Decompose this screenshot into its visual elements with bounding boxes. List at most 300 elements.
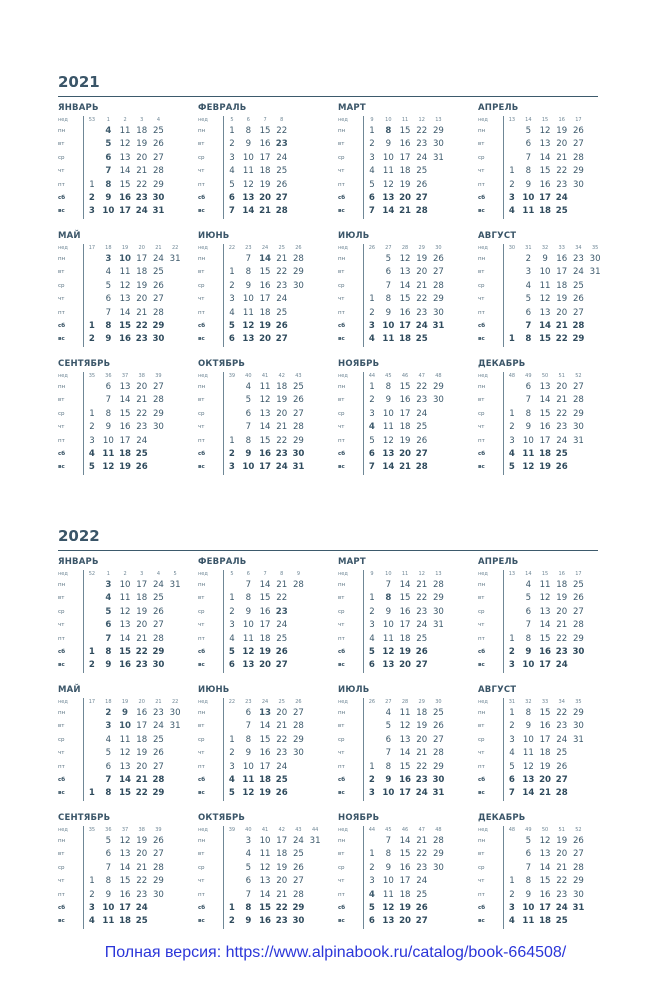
day-cell: 30 bbox=[152, 889, 164, 900]
day-cell: 29 bbox=[572, 633, 584, 644]
weekday-row bbox=[478, 435, 604, 448]
week-number: 48 bbox=[508, 373, 516, 379]
day-cell: 20 bbox=[136, 849, 148, 860]
weekday-row bbox=[338, 320, 464, 333]
day-cell bbox=[447, 633, 464, 646]
day-cell: 11 bbox=[522, 916, 535, 927]
day-cell: 24 bbox=[416, 152, 428, 163]
day-cell: 22 bbox=[276, 734, 288, 745]
weekday-label: пн bbox=[338, 835, 363, 848]
day-cell: 15 bbox=[119, 179, 131, 190]
day-cell bbox=[430, 875, 447, 888]
day-cell: 3 bbox=[368, 788, 375, 799]
day-cell: 14 bbox=[119, 395, 131, 406]
weekday-row bbox=[58, 633, 184, 646]
day-cell: 11 bbox=[522, 748, 534, 759]
weekday-label: пт bbox=[338, 435, 363, 448]
day-cell bbox=[447, 394, 464, 407]
weekday-row bbox=[338, 619, 464, 632]
day-cell: 15 bbox=[399, 382, 411, 392]
day-cell: 29 bbox=[572, 408, 584, 419]
day-cell: 12 bbox=[522, 761, 534, 772]
weekday-label: пт bbox=[338, 889, 363, 902]
day-cell: 22 bbox=[556, 633, 568, 644]
day-cell: 23 bbox=[416, 606, 428, 617]
day-cell bbox=[430, 421, 447, 434]
week-number bbox=[587, 698, 604, 707]
day-cell bbox=[167, 333, 184, 346]
day-cell: 16 bbox=[399, 395, 411, 406]
weekday-row bbox=[58, 915, 184, 928]
day-cell: 7 bbox=[105, 307, 112, 318]
weekday-row bbox=[478, 720, 604, 733]
weekday-row bbox=[198, 461, 324, 474]
weekday-row bbox=[478, 152, 604, 165]
weekday-row bbox=[338, 293, 464, 306]
week-number: 46 bbox=[401, 827, 409, 833]
month-table bbox=[58, 116, 184, 219]
weekday-row bbox=[338, 720, 464, 733]
week-number: 25 bbox=[278, 699, 285, 705]
day-cell: 18 bbox=[276, 849, 288, 860]
week-number bbox=[447, 570, 464, 579]
week-label: нед bbox=[58, 116, 83, 125]
weekday-row bbox=[198, 408, 324, 421]
day-cell: 24 bbox=[416, 876, 428, 887]
day-cell: 30 bbox=[572, 422, 584, 433]
day-cell: 7 bbox=[105, 395, 112, 406]
week-numbers-row bbox=[58, 826, 184, 835]
day-cell: 11 bbox=[119, 126, 131, 136]
week-label: нед bbox=[58, 244, 83, 253]
week-label: нед bbox=[58, 698, 83, 707]
weekday-label: чт bbox=[198, 421, 223, 434]
day-cell: 18 bbox=[539, 916, 552, 927]
day-cell: 18 bbox=[259, 633, 271, 644]
day-cell: 19 bbox=[399, 647, 412, 658]
day-cell: 29 bbox=[432, 593, 444, 604]
day-cell: 15 bbox=[119, 876, 131, 887]
week-number: 35 bbox=[88, 373, 96, 379]
day-cell: 14 bbox=[119, 862, 131, 873]
day-cell: 3 bbox=[369, 876, 375, 887]
weekday-label: ср bbox=[338, 734, 363, 747]
day-cell: 27 bbox=[152, 382, 164, 392]
weekday-row bbox=[198, 848, 324, 861]
day-cell: 1 bbox=[89, 408, 95, 419]
week-numbers-row bbox=[198, 698, 324, 707]
day-cell: 18 bbox=[399, 889, 411, 900]
week-number bbox=[307, 372, 324, 381]
weekday-label: чт bbox=[338, 421, 363, 434]
weekday-row bbox=[338, 659, 464, 672]
day-cell: 7 bbox=[525, 395, 532, 406]
day-cell: 8 bbox=[245, 903, 252, 914]
week-number bbox=[447, 116, 464, 125]
weekday-row bbox=[198, 421, 324, 434]
week-number bbox=[447, 372, 464, 381]
day-cell bbox=[83, 606, 100, 619]
day-cell bbox=[430, 633, 447, 646]
day-cell bbox=[447, 179, 464, 192]
week-number: 39 bbox=[228, 373, 236, 379]
day-cell: 29 bbox=[152, 647, 165, 658]
day-cell: 27 bbox=[152, 152, 164, 163]
day-cell: 5 bbox=[245, 395, 252, 406]
day-cell: 14 bbox=[259, 254, 272, 264]
weekday-row bbox=[338, 875, 464, 888]
day-cell: 16 bbox=[399, 307, 411, 318]
day-cell: 13 bbox=[539, 382, 551, 392]
day-cell: 17 bbox=[259, 462, 272, 473]
day-cell: 7 bbox=[525, 152, 532, 163]
week-number: 2 bbox=[123, 571, 127, 577]
weekday-label: вс bbox=[478, 461, 503, 474]
day-cell: 6 bbox=[525, 307, 532, 318]
week-number: 42 bbox=[278, 827, 285, 833]
day-cell: 27 bbox=[555, 775, 568, 786]
day-cell bbox=[503, 293, 520, 306]
day-cell: 16 bbox=[539, 179, 551, 190]
weekday-row bbox=[198, 707, 324, 720]
week-number: 5 bbox=[230, 571, 234, 577]
day-cell: 4 bbox=[368, 334, 375, 345]
day-cell: 23 bbox=[416, 862, 428, 873]
day-cell: 12 bbox=[539, 836, 551, 846]
week-label: нед bbox=[58, 570, 83, 579]
day-cell bbox=[587, 461, 604, 474]
weekday-label: сб bbox=[338, 320, 363, 333]
day-cell: 9 bbox=[525, 647, 532, 658]
weekday-label: чт bbox=[58, 293, 83, 306]
day-cell bbox=[503, 280, 520, 293]
day-cell: 2 bbox=[525, 254, 532, 264]
day-cell: 27 bbox=[152, 294, 164, 305]
week-number: 6 bbox=[246, 117, 250, 123]
day-cell: 3 bbox=[368, 321, 375, 332]
weekday-label: вс bbox=[198, 205, 223, 218]
weekday-label: вс bbox=[478, 333, 503, 346]
week-number: 14 bbox=[525, 117, 532, 123]
weekday-label: сб bbox=[478, 192, 503, 205]
weekday-row bbox=[58, 619, 184, 632]
year-title: 2021 bbox=[58, 73, 100, 91]
weekday-row bbox=[198, 579, 324, 592]
day-cell: 12 bbox=[119, 139, 131, 150]
day-cell: 18 bbox=[136, 267, 148, 278]
week-label: нед bbox=[338, 116, 363, 125]
day-cell: 3 bbox=[508, 193, 515, 204]
day-cell: 30 bbox=[292, 916, 305, 927]
day-cell bbox=[223, 408, 240, 421]
weekday-row bbox=[58, 253, 184, 266]
day-cell: 20 bbox=[416, 267, 428, 278]
day-cell bbox=[290, 774, 307, 787]
weekday-label: сб bbox=[338, 646, 363, 659]
week-number: 52 bbox=[575, 827, 582, 833]
day-cell bbox=[587, 747, 604, 760]
weekday-row bbox=[478, 902, 604, 915]
day-cell: 19 bbox=[259, 647, 272, 658]
weekday-row bbox=[478, 448, 604, 461]
day-cell: 24 bbox=[556, 435, 568, 446]
weekday-label: вс bbox=[338, 915, 363, 928]
day-cell: 21 bbox=[416, 748, 428, 759]
day-cell: 26 bbox=[415, 903, 428, 914]
week-label: нед bbox=[338, 570, 363, 579]
day-cell: 17 bbox=[259, 761, 271, 772]
day-cell bbox=[167, 280, 184, 293]
day-cell bbox=[167, 307, 184, 320]
day-cell: 6 bbox=[105, 849, 112, 860]
day-cell: 27 bbox=[292, 876, 304, 887]
day-cell: 11 bbox=[242, 307, 254, 318]
day-cell: 31 bbox=[572, 903, 585, 914]
day-cell: 20 bbox=[416, 734, 428, 745]
day-cell: 6 bbox=[368, 916, 375, 927]
day-cell: 4 bbox=[508, 449, 515, 460]
day-cell: 19 bbox=[399, 903, 412, 914]
day-cell bbox=[150, 435, 167, 448]
week-label: нед bbox=[198, 570, 223, 579]
day-cell: 5 bbox=[105, 280, 112, 291]
day-cell: 5 bbox=[368, 647, 375, 658]
weekday-row bbox=[198, 619, 324, 632]
week-number bbox=[167, 826, 184, 835]
day-cell: 10 bbox=[242, 294, 254, 305]
day-cell: 24 bbox=[415, 788, 428, 799]
day-cell bbox=[307, 192, 324, 205]
week-number: 9 bbox=[370, 117, 374, 123]
day-cell: 17 bbox=[399, 876, 411, 887]
month-name: МАРТ bbox=[338, 557, 366, 567]
weekday-label: вс bbox=[338, 787, 363, 800]
weekday-label: пн bbox=[198, 707, 223, 720]
day-cell: 31 bbox=[432, 788, 445, 799]
week-numbers-row bbox=[338, 372, 464, 381]
weekday-label: вт bbox=[478, 848, 503, 861]
day-cell: 1 bbox=[88, 321, 95, 332]
day-cell: 14 bbox=[382, 206, 395, 217]
week-number bbox=[307, 570, 324, 579]
month-name: ФЕВРАЛЬ bbox=[198, 103, 247, 113]
day-cell: 19 bbox=[136, 748, 148, 759]
day-cell: 10 bbox=[382, 788, 395, 799]
weekday-label: ср bbox=[198, 862, 223, 875]
day-cell bbox=[167, 875, 184, 888]
day-cell: 8 bbox=[245, 734, 252, 745]
day-cell: 5 bbox=[508, 462, 515, 473]
day-cell: 20 bbox=[136, 152, 148, 163]
weekday-row bbox=[478, 381, 604, 394]
day-cell: 20 bbox=[556, 382, 568, 392]
day-cell bbox=[503, 619, 520, 632]
day-cell: 24 bbox=[276, 152, 288, 163]
month-block bbox=[198, 101, 338, 229]
day-cell: 8 bbox=[105, 876, 112, 887]
day-cell: 3 bbox=[508, 660, 515, 671]
day-cell: 19 bbox=[539, 462, 552, 473]
weekday-row bbox=[58, 307, 184, 320]
week-number: 44 bbox=[368, 827, 376, 833]
day-cell bbox=[587, 448, 604, 461]
day-cell: 14 bbox=[259, 580, 271, 590]
week-number: 14 bbox=[525, 571, 532, 577]
day-cell: 10 bbox=[522, 903, 535, 914]
day-cell: 15 bbox=[119, 321, 132, 332]
month-table bbox=[58, 570, 184, 673]
day-cell: 30 bbox=[432, 307, 444, 318]
full-version-link[interactable]: Полная версия: https://www.alpinabook.ru/catalog/book-664508/ bbox=[104, 944, 567, 961]
week-number: 41 bbox=[261, 827, 269, 833]
weekday-label: пн bbox=[198, 579, 223, 592]
day-cell bbox=[150, 915, 167, 928]
day-cell: 20 bbox=[556, 139, 568, 150]
day-cell: 1 bbox=[509, 633, 515, 644]
day-cell: 14 bbox=[119, 307, 131, 318]
day-cell: 11 bbox=[119, 734, 131, 745]
day-cell bbox=[167, 381, 184, 394]
day-cell: 28 bbox=[572, 395, 584, 406]
day-cell: 9 bbox=[122, 708, 129, 718]
day-cell: 8 bbox=[525, 708, 532, 718]
weekday-label: пн bbox=[338, 253, 363, 266]
day-cell: 31 bbox=[432, 321, 445, 332]
weekday-row bbox=[198, 646, 324, 659]
day-cell: 29 bbox=[292, 435, 304, 446]
week-label: нед bbox=[478, 116, 503, 125]
day-cell: 16 bbox=[259, 916, 272, 927]
day-cell bbox=[290, 592, 307, 605]
weekday-row bbox=[338, 408, 464, 421]
day-cell: 4 bbox=[509, 748, 515, 759]
day-cell: 8 bbox=[245, 435, 252, 446]
day-cell: 5 bbox=[105, 606, 112, 617]
month-table bbox=[338, 116, 464, 219]
day-cell bbox=[447, 606, 464, 619]
weekday-label: ср bbox=[478, 734, 503, 747]
day-cell: 28 bbox=[292, 254, 304, 264]
weekday-label: вс bbox=[338, 333, 363, 346]
day-cell: 17 bbox=[136, 580, 148, 590]
weekday-row bbox=[338, 280, 464, 293]
day-cell: 21 bbox=[539, 788, 552, 799]
weekday-row bbox=[478, 394, 604, 407]
week-number: 44 bbox=[368, 373, 376, 379]
day-cell: 21 bbox=[399, 206, 412, 217]
day-cell: 10 bbox=[102, 206, 115, 217]
day-cell: 23 bbox=[276, 748, 288, 759]
day-cell: 12 bbox=[382, 435, 394, 446]
day-cell bbox=[307, 848, 324, 861]
weekday-label: ср bbox=[478, 408, 503, 421]
weekday-label: вт bbox=[478, 266, 503, 279]
day-cell bbox=[430, 448, 447, 461]
day-cell: 6 bbox=[385, 267, 392, 278]
weekday-label: чт bbox=[478, 619, 503, 632]
day-cell: 18 bbox=[276, 382, 288, 392]
weekday-row bbox=[58, 152, 184, 165]
week-number: 31 bbox=[508, 699, 516, 705]
day-cell bbox=[307, 293, 324, 306]
month-table bbox=[198, 244, 324, 347]
week-number bbox=[290, 116, 307, 125]
weekday-label: вт bbox=[338, 394, 363, 407]
day-cell: 4 bbox=[369, 633, 375, 644]
day-cell: 14 bbox=[399, 748, 411, 759]
month-table bbox=[58, 372, 184, 475]
day-cell: 25 bbox=[416, 889, 428, 900]
day-cell bbox=[290, 152, 307, 165]
week-number: 23 bbox=[245, 245, 252, 251]
day-cell: 16 bbox=[119, 193, 132, 204]
day-cell: 10 bbox=[119, 254, 132, 264]
day-cell bbox=[167, 394, 184, 407]
day-cell: 11 bbox=[382, 889, 394, 900]
day-cell bbox=[447, 862, 464, 875]
day-cell: 20 bbox=[276, 708, 288, 718]
day-cell: 10 bbox=[242, 152, 254, 163]
day-cell: 24 bbox=[555, 660, 568, 671]
day-cell: 3 bbox=[369, 408, 375, 419]
month-block bbox=[338, 811, 478, 939]
day-cell: 25 bbox=[555, 206, 568, 217]
day-cell: 8 bbox=[245, 593, 252, 604]
day-cell: 5 bbox=[369, 435, 375, 446]
day-cell bbox=[570, 205, 587, 218]
day-cell: 13 bbox=[242, 660, 255, 671]
day-cell: 7 bbox=[385, 836, 392, 846]
week-number: 18 bbox=[105, 245, 112, 251]
day-cell: 20 bbox=[556, 849, 568, 860]
day-cell: 3 bbox=[228, 462, 235, 473]
weekday-label: ср bbox=[478, 152, 503, 165]
week-number bbox=[587, 570, 604, 579]
weekday-label: пн bbox=[338, 707, 363, 720]
weekday-label: сб bbox=[198, 448, 223, 461]
day-cell: 22 bbox=[135, 788, 148, 799]
day-cell: 19 bbox=[259, 788, 272, 799]
day-cell bbox=[587, 875, 604, 888]
day-cell: 16 bbox=[399, 139, 411, 150]
day-cell bbox=[307, 253, 324, 266]
week-label: нед bbox=[478, 826, 503, 835]
day-cell: 26 bbox=[275, 321, 288, 332]
day-cell: 21 bbox=[399, 462, 412, 473]
weekday-label: пн bbox=[338, 381, 363, 394]
month-block bbox=[478, 683, 618, 811]
day-cell: 25 bbox=[152, 734, 164, 745]
day-cell: 4 bbox=[508, 206, 515, 217]
day-cell: 13 bbox=[399, 267, 411, 278]
day-cell: 29 bbox=[572, 876, 584, 887]
week-number: 40 bbox=[245, 827, 252, 833]
day-cell: 20 bbox=[539, 775, 552, 786]
day-cell: 25 bbox=[555, 916, 568, 927]
day-cell: 9 bbox=[245, 916, 252, 927]
weekday-row bbox=[478, 333, 604, 346]
day-cell bbox=[447, 408, 464, 421]
week-number: 39 bbox=[228, 827, 236, 833]
day-cell: 13 bbox=[539, 606, 551, 617]
week-number: 51 bbox=[558, 827, 565, 833]
week-number: 39 bbox=[155, 827, 162, 833]
day-cell bbox=[447, 592, 464, 605]
week-number: 10 bbox=[385, 571, 392, 577]
day-cell: 1 bbox=[369, 849, 375, 860]
weekday-row bbox=[478, 179, 604, 192]
day-cell bbox=[447, 253, 464, 266]
